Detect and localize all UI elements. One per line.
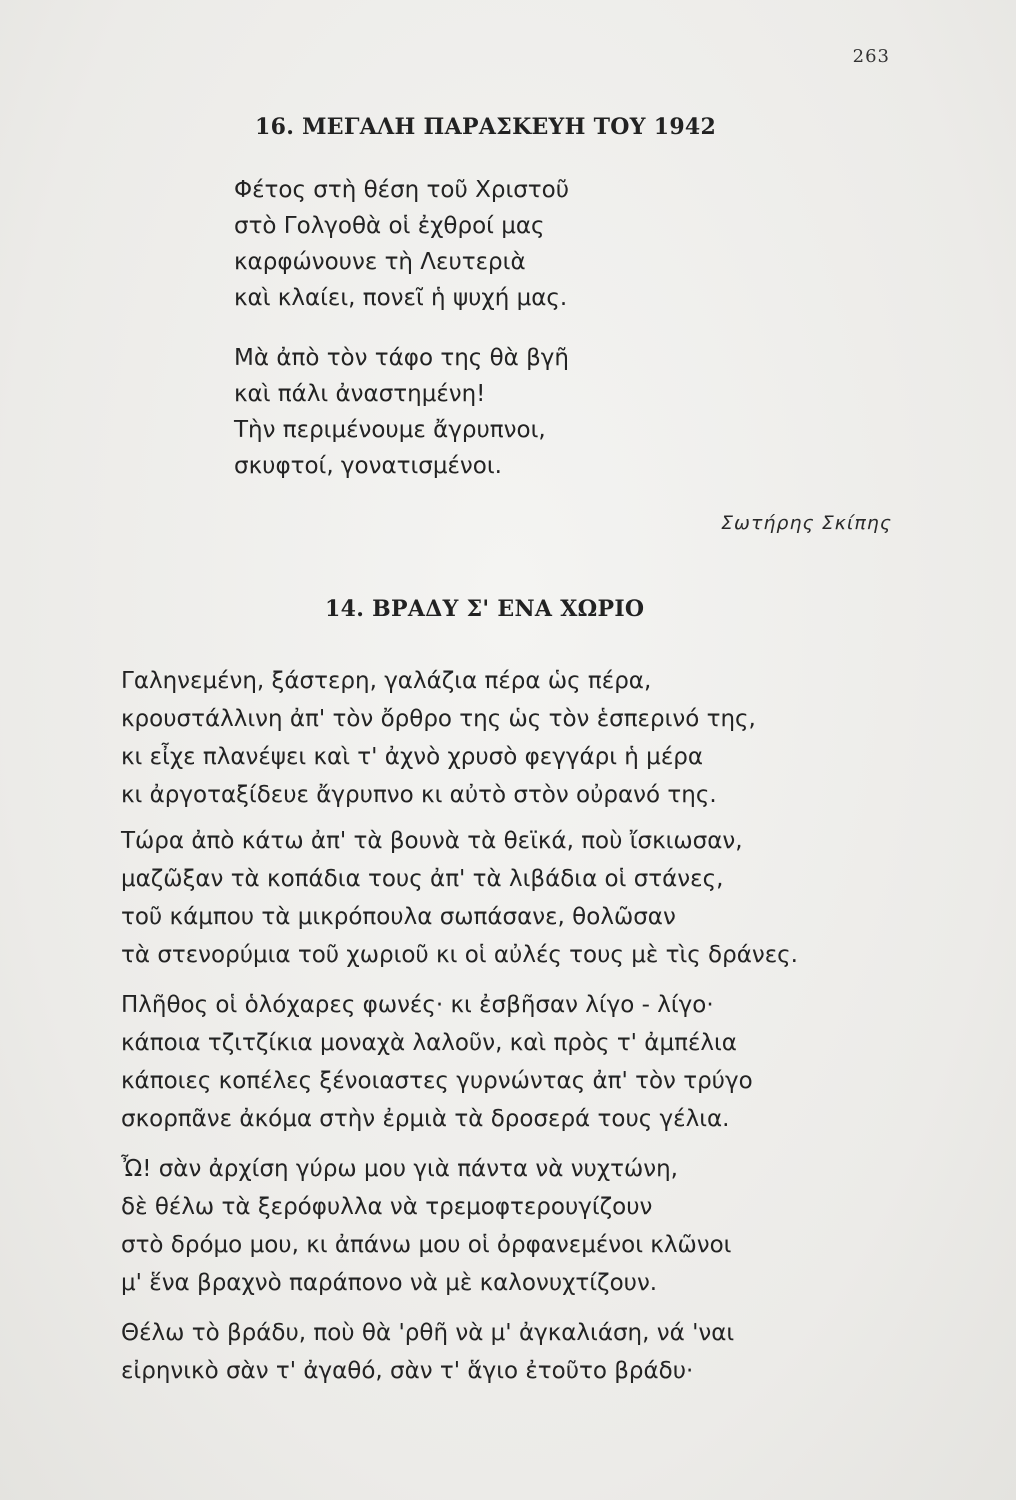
poem2-stanza-2 bbox=[121, 822, 798, 974]
poem-line: σκυφτοί, γονατισμένοι. bbox=[234, 453, 502, 479]
poem-line: κάποια τζιτζίκια μοναχὰ λαλοῦν, καὶ πρὸς τ' ἀμπέλια bbox=[121, 1030, 737, 1056]
poem2-stanza-4 bbox=[121, 1150, 731, 1302]
poem-line: κρουστάλλινη ἀπ' τὸν ὄρθρο της ὡς τὸν ἑσπερινό της, bbox=[121, 706, 756, 732]
poem-line: δὲ θέλω τὰ ξερόφυλλα νὰ τρεμοφτερουγίζουν bbox=[121, 1194, 653, 1220]
poem-line: σκορπᾶνε ἀκόμα στὴν ἐρμιὰ τὰ δροσερά τους γέλια. bbox=[121, 1106, 730, 1132]
poem2-stanza-3 bbox=[121, 986, 753, 1138]
poem-line: καὶ πάλι ἀναστημένη! bbox=[234, 381, 486, 407]
poem-line: εἰρηνικὸ σὰν τ' ἀγαθό, σὰν τ' ἅγιο ἐτοῦτο βράδυ· bbox=[121, 1358, 694, 1384]
page-number: 263 bbox=[852, 46, 890, 67]
poem-line: κι ἀργοταξίδευε ἄγρυπνο κι αὐτὸ στὸν οὐρανό της. bbox=[121, 782, 717, 808]
poem-line: τοῦ κάμπου τὰ μικρόπουλα σωπάσανε, θολῶσαν bbox=[121, 904, 676, 930]
poem2-stanza-1 bbox=[121, 662, 756, 814]
poem2-stanza-5 bbox=[121, 1314, 734, 1390]
poem1-stanza-2 bbox=[234, 340, 569, 484]
poem-line: Πλῆθος οἱ ὁλόχαρες φωνές· κι ἐσβῆσαν λίγο - λίγο· bbox=[121, 992, 714, 1018]
poem1-author: Σωτήρης Σκίπης bbox=[721, 512, 892, 534]
poem-line: μαζῶξαν τὰ κοπάδια τους ἀπ' τὰ λιβάδια οἱ στάνες, bbox=[121, 866, 724, 892]
poem-line: στὸ δρόμο μου, κι ἀπάνω μου οἱ ὀρφανεμένοι κλῶνοι bbox=[121, 1232, 732, 1258]
poem-line: Θέλω τὸ βράδυ, ποὺ θὰ 'ρθῆ νὰ μ' ἀγκαλιάση, νά 'ναι bbox=[121, 1320, 735, 1346]
poem-line: καὶ κλαίει, πονεῖ ἡ ψυχή μας. bbox=[234, 285, 568, 311]
poem-line: μ' ἕνα βραχνὸ παράπονο νὰ μὲ καλονυχτίζουν. bbox=[121, 1270, 658, 1296]
poem-line: στὸ Γολγοθὰ οἱ ἐχθροί μας bbox=[234, 213, 545, 239]
poem-line: κι εἶχε πλανέψει καὶ τ' ἀχνὸ χρυσὸ φεγγάρι ἡ μέρα bbox=[121, 744, 704, 770]
poem1-title: 16. ΜΕΓΑΛΗ ΠΑΡΑΣΚΕΥΗ ΤΟΥ 1942 bbox=[255, 114, 717, 140]
poem-line: Ὦ! σὰν ἀρχίση γύρω μου γιὰ πάντα νὰ νυχτώνη, bbox=[121, 1156, 678, 1182]
poem-line: Γαληνεμένη, ξάστερη, γαλάζια πέρα ὡς πέρα, bbox=[121, 668, 652, 694]
poem1-stanza-1 bbox=[234, 172, 569, 316]
poem2-title: 14. ΒΡΑΔΥ Σ' ΕΝΑ ΧΩΡΙΟ bbox=[325, 596, 645, 622]
poem-line: Τώρα ἀπὸ κάτω ἀπ' τὰ βουνὰ τὰ θεϊκά, ποὺ ἴσκιωσαν, bbox=[121, 828, 743, 854]
poem-line: καρφώνουνε τὴ Λευτεριὰ bbox=[234, 249, 526, 275]
poem-line: τὰ στενορύμια τοῦ χωριοῦ κι οἱ αὐλές τους μὲ τὶς δράνες. bbox=[121, 942, 798, 968]
poem-line: Φέτος στὴ θέση τοῦ Χριστοῦ bbox=[234, 177, 570, 203]
poem-line: Τὴν περιμένουμε ἄγρυπνοι, bbox=[234, 417, 546, 443]
poem-line: κάποιες κοπέλες ξένοιαστες γυρνώντας ἀπ' τὸν τρύγο bbox=[121, 1068, 753, 1094]
poem-line: Μὰ ἀπὸ τὸν τάφο της θὰ βγῆ bbox=[234, 345, 569, 371]
